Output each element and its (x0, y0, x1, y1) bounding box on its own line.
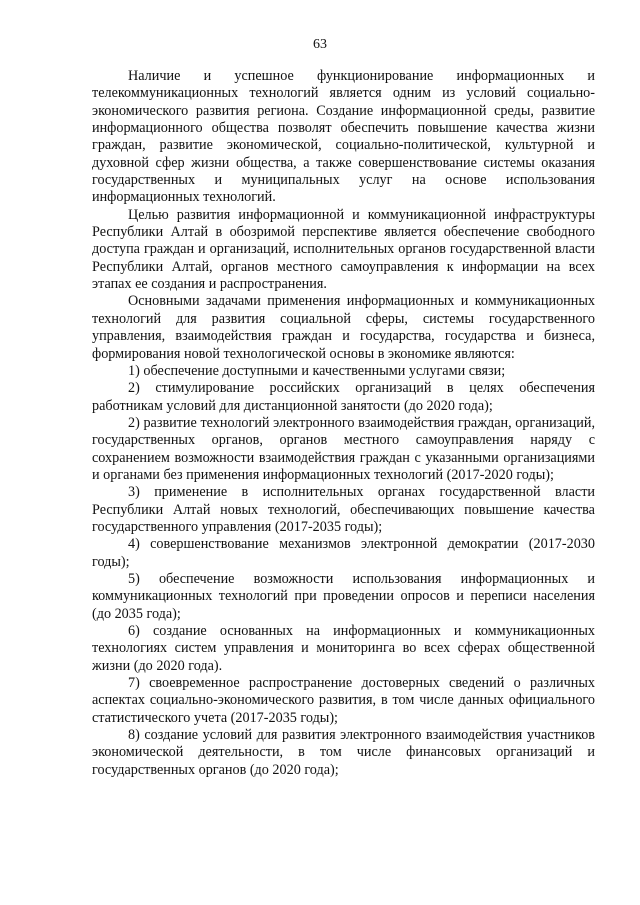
list-item-7: 7) своевременное распространение достоверных сведений о различных аспектах социально-экономического развития, в том числе данных официального статистического учета (2017-2035 годы); (92, 675, 595, 726)
paragraph-infrastructure-goal: Целью развития информационной и коммуникационной инфраструктуры Республики Алтай в обозримой перспективе является обеспечение свободного доступа граждан и организаций, исполнительных органов государственной власти Республики Алтай, органов местного самоуправления к информации на всех этапах ее создания и распространения. (92, 206, 595, 293)
page-number: 63 (313, 37, 327, 52)
list-item-8: 8) создание условий для развития электронного взаимодействия участников экономической деятельности, в том числе финансовых организаций и государственных органов (до 2020 года); (92, 727, 595, 778)
document-body (92, 68, 595, 779)
list-item-6: 6) создание основанных на информационных и коммуникационных технологиях систем управления и мониторинга во всех сферах общественной жизни (до 2020 года). (92, 623, 595, 674)
list-item-3: 3) применение в исполнительных органах государственной власти Республики Алтай новых технологий, обеспечивающих повышение качества государственного управления (2017-2035 годы); (92, 484, 595, 535)
list-item-2b: 2) развитие технологий электронного взаимодействия граждан, организаций, государственных органов, органов местного самоуправления наряду с сохранением возможности взаимодействия граждан с указанными организациями и органами без применения информационных технологий (2017-2020 годы); (92, 414, 595, 483)
paragraph-ict-importance: Наличие и успешное функционирование информационных и телекоммуникационных технологий является одним из условий социально-экономического развития региона. Создание информационной среды, развитие информационного общества позволят обеспечить повышение качества жизни граждан, развитие экономической, социально-политической, культурной и духовной сфер жизни общества, а также совершенствование системы оказания государственных и муниципальных услуг на основе использования информационных технологий. (92, 68, 595, 206)
list-item-1: 1) обеспечение доступными и качественными услугами связи; (128, 362, 506, 379)
list-item-4: 4) совершенствование механизмов электронной демократии (2017-2030 годы); (92, 536, 595, 570)
list-item-2a: 2) стимулирование российских организаций в целях обеспечения работникам условий для дистанционной занятости (до 2020 года); (92, 380, 595, 414)
list-item-5: 5) обеспечение возможности использования информационных и коммуникационных технологий при проведении опросов и переписи населения (до 2035 года); (92, 570, 595, 622)
paragraph-main-tasks-intro: Основными задачами применения информационных и коммуникационных технологий для развития социальной сферы, системы государственного управления, взаимодействия граждан и государства, государства и бизнеса, формирования новой технологической основы в экономике являются: (92, 293, 595, 362)
